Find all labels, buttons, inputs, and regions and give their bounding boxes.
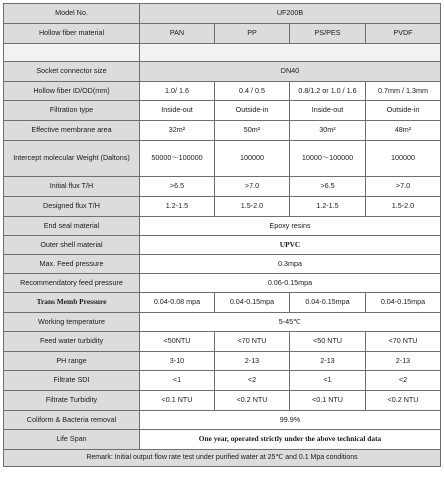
- filtrate-turbidity-value: <0.1 NTU: [140, 391, 215, 411]
- ph-value: 2-13: [366, 352, 441, 371]
- idod-label: Hollow fiber ID/OD(mm): [4, 82, 140, 101]
- filtrate-turbidity-value: <0.2 NTU: [366, 391, 441, 411]
- material-pvdf: PVDF: [366, 24, 441, 44]
- idod-value: 0.4 / 0.5: [215, 82, 290, 101]
- ph-label: PH range: [4, 352, 140, 371]
- designed-flux-value: 1.2-1.5: [140, 197, 215, 217]
- max-feed-label: Max. Feed pressure: [4, 255, 140, 274]
- area-value: 30m²: [290, 121, 366, 141]
- area-label: Effective membrane area: [4, 121, 140, 141]
- coliform-label: Coliform & Bacteria removal: [4, 411, 140, 430]
- sdi-label: Filtrate SDI: [4, 371, 140, 391]
- mw-value: 100000: [366, 141, 441, 177]
- row-ph: [4, 352, 441, 371]
- designed-flux-value: 1.5-2.0: [215, 197, 290, 217]
- ph-value: 3-10: [140, 352, 215, 371]
- max-feed-value: 0.3mpa: [140, 255, 441, 274]
- coliform-value: 99.9%: [140, 411, 441, 430]
- socket-value: DN40: [140, 62, 441, 82]
- designed-flux-value: 1.2-1.5: [290, 197, 366, 217]
- row-initial-flux: [4, 177, 441, 197]
- row-idod: [4, 82, 441, 101]
- initial-flux-value: >6.5: [290, 177, 366, 197]
- material-pan: PAN: [140, 24, 215, 44]
- end-seal-value: Epoxy resins: [140, 217, 441, 236]
- specification-table: [3, 3, 441, 467]
- mw-value: 50000～100000: [140, 141, 215, 177]
- sdi-value: <1: [140, 371, 215, 391]
- feed-turbidity-value: <70 NTU: [215, 332, 290, 352]
- tmp-value: 0.04-0.15mpa: [215, 293, 290, 313]
- temperature-label: Working temperature: [4, 313, 140, 332]
- feed-turbidity-value: <70 NTU: [366, 332, 441, 352]
- tmp-label: Trans Memb Pressure: [4, 293, 140, 313]
- row-trans-memb-pressure: [4, 293, 441, 313]
- row-filtrate-turbidity: [4, 391, 441, 411]
- tmp-value: 0.04-0.15mpa: [290, 293, 366, 313]
- mw-label: Intercept molecular Weight (Daltons): [4, 141, 140, 177]
- life-span-value: One year, operated strictly under the above technical data: [140, 430, 441, 450]
- model-value: UF200B: [140, 4, 441, 24]
- mw-value: 100000: [215, 141, 290, 177]
- row-shell: [4, 236, 441, 255]
- material-label: Hollow fiber material: [4, 24, 140, 44]
- material-ps-pes: PS/PES: [290, 24, 366, 44]
- row-sdi: [4, 371, 441, 391]
- shell-value: UPVC: [140, 236, 441, 255]
- ph-value: 2-13: [290, 352, 366, 371]
- filtrate-turbidity-label: Filtrate Turbidity: [4, 391, 140, 411]
- ph-value: 2-13: [215, 352, 290, 371]
- row-designed-flux: [4, 197, 441, 217]
- area-value: 50m²: [215, 121, 290, 141]
- row-max-feed: [4, 255, 441, 274]
- row-socket: [4, 62, 441, 82]
- row-filtration: [4, 101, 441, 121]
- row-molecular-weight: [4, 141, 441, 177]
- initial-flux-value: >7.0: [366, 177, 441, 197]
- idod-value: 1.0/ 1.6: [140, 82, 215, 101]
- idod-value: 0.8/1.2 or 1.0 / 1.6: [290, 82, 366, 101]
- filtration-label: Filtration type: [4, 101, 140, 121]
- tmp-value: 0.04-0.08 mpa: [140, 293, 215, 313]
- filtrate-turbidity-value: <0.2 NTU: [215, 391, 290, 411]
- feed-turbidity-label: Feed water turbidity: [4, 332, 140, 352]
- temperature-value: 5-45℃: [140, 313, 441, 332]
- rec-feed-label: Recommendatory feed pressure: [4, 274, 140, 293]
- initial-flux-label: Initial flux T/H: [4, 177, 140, 197]
- designed-flux-label: Designed flux T/H: [4, 197, 140, 217]
- sdi-value: <2: [215, 371, 290, 391]
- initial-flux-value: >7.0: [215, 177, 290, 197]
- remark-text: Remark: Initial output flow rate test under purified water at 25℃ and 0.1 Mpa conditions: [4, 450, 441, 467]
- row-area: [4, 121, 441, 141]
- row-remark: [4, 450, 441, 467]
- end-seal-label: End seal material: [4, 217, 140, 236]
- row-temperature: [4, 313, 441, 332]
- shell-label: Outer shell material: [4, 236, 140, 255]
- filtration-value: Outside-in: [215, 101, 290, 121]
- material-pp: PP: [215, 24, 290, 44]
- idod-value: 0.7mm / 1.3mm: [366, 82, 441, 101]
- sdi-value: <2: [366, 371, 441, 391]
- feed-turbidity-value: <50NTU: [140, 332, 215, 352]
- area-value: 48m²: [366, 121, 441, 141]
- life-span-label: Life Span: [4, 430, 140, 450]
- model-label: Model No.: [4, 4, 140, 24]
- row-life-span: [4, 430, 441, 450]
- area-value: 32m²: [140, 121, 215, 141]
- row-end-seal: [4, 217, 441, 236]
- rec-feed-value: 0.06-0.15mpa: [140, 274, 441, 293]
- filtration-value: Outside-in: [366, 101, 441, 121]
- row-blank: [4, 44, 441, 62]
- row-material: [4, 24, 441, 44]
- row-model: [4, 4, 441, 24]
- mw-value: 10000～100000: [290, 141, 366, 177]
- filtration-value: Inside-out: [140, 101, 215, 121]
- filtrate-turbidity-value: <0.1 NTU: [290, 391, 366, 411]
- feed-turbidity-value: <50 NTU: [290, 332, 366, 352]
- filtration-value: Inside-out: [290, 101, 366, 121]
- initial-flux-value: >6.5: [140, 177, 215, 197]
- row-feed-turbidity: [4, 332, 441, 352]
- designed-flux-value: 1.5-2.0: [366, 197, 441, 217]
- socket-label: Socket connector size: [4, 62, 140, 82]
- row-coliform: [4, 411, 441, 430]
- tmp-value: 0.04-0.15mpa: [366, 293, 441, 313]
- row-rec-feed: [4, 274, 441, 293]
- sdi-value: <1: [290, 371, 366, 391]
- blank-cell-wide: [140, 44, 441, 62]
- blank-cell: [4, 44, 140, 62]
